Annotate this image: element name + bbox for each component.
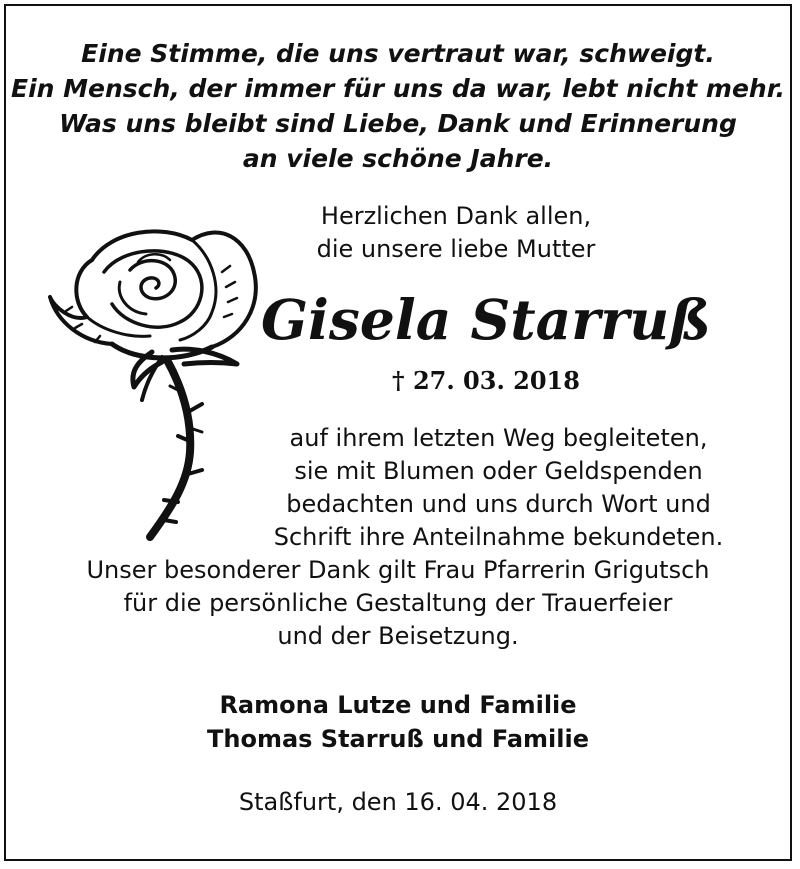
body-line-6: für die persönliche Gestaltung der Trauerfeier: [123, 589, 673, 617]
deceased-name: Gisela Starruß: [261, 287, 711, 352]
verse-line-2: Ein Mensch, der immer für uns da war, lebt nicht mehr.: [11, 74, 785, 103]
verse-line-1: Eine Stimme, die uns vertraut war, schweigt.: [81, 39, 715, 68]
thanks-intro-line-1: Herzlichen Dank allen,: [320, 202, 592, 230]
body-line-7: und der Beisetzung.: [277, 622, 519, 650]
body-line-3: bedachten und uns durch Wort und: [286, 490, 711, 518]
signature-line-2: Thomas Starruß und Familie: [207, 725, 589, 753]
body-line-4: Schrift ihre Anteilnahme bekundeten.: [273, 523, 724, 551]
thanks-intro-line-2: die unsere liebe Mutter: [316, 235, 596, 263]
obituary-notice: [4, 4, 792, 861]
verse-line-4: an viele schöne Jahre.: [242, 144, 554, 173]
signature-line-1: Ramona Lutze und Familie: [219, 691, 577, 719]
body-line-2: sie mit Blumen oder Geldspenden: [294, 457, 703, 485]
body-line-5: Unser besonderer Dank gilt Frau Pfarrerin Grigutsch: [86, 556, 710, 584]
place-date: Staßfurt, den 16. 04. 2018: [238, 788, 558, 816]
body-line-1: auf ihrem letzten Weg begleiteten,: [289, 424, 708, 452]
death-date: † 27. 03. 2018: [392, 366, 580, 395]
verse-line-3: Was uns bleibt sind Liebe, Dank und Erinnerung: [59, 109, 737, 138]
